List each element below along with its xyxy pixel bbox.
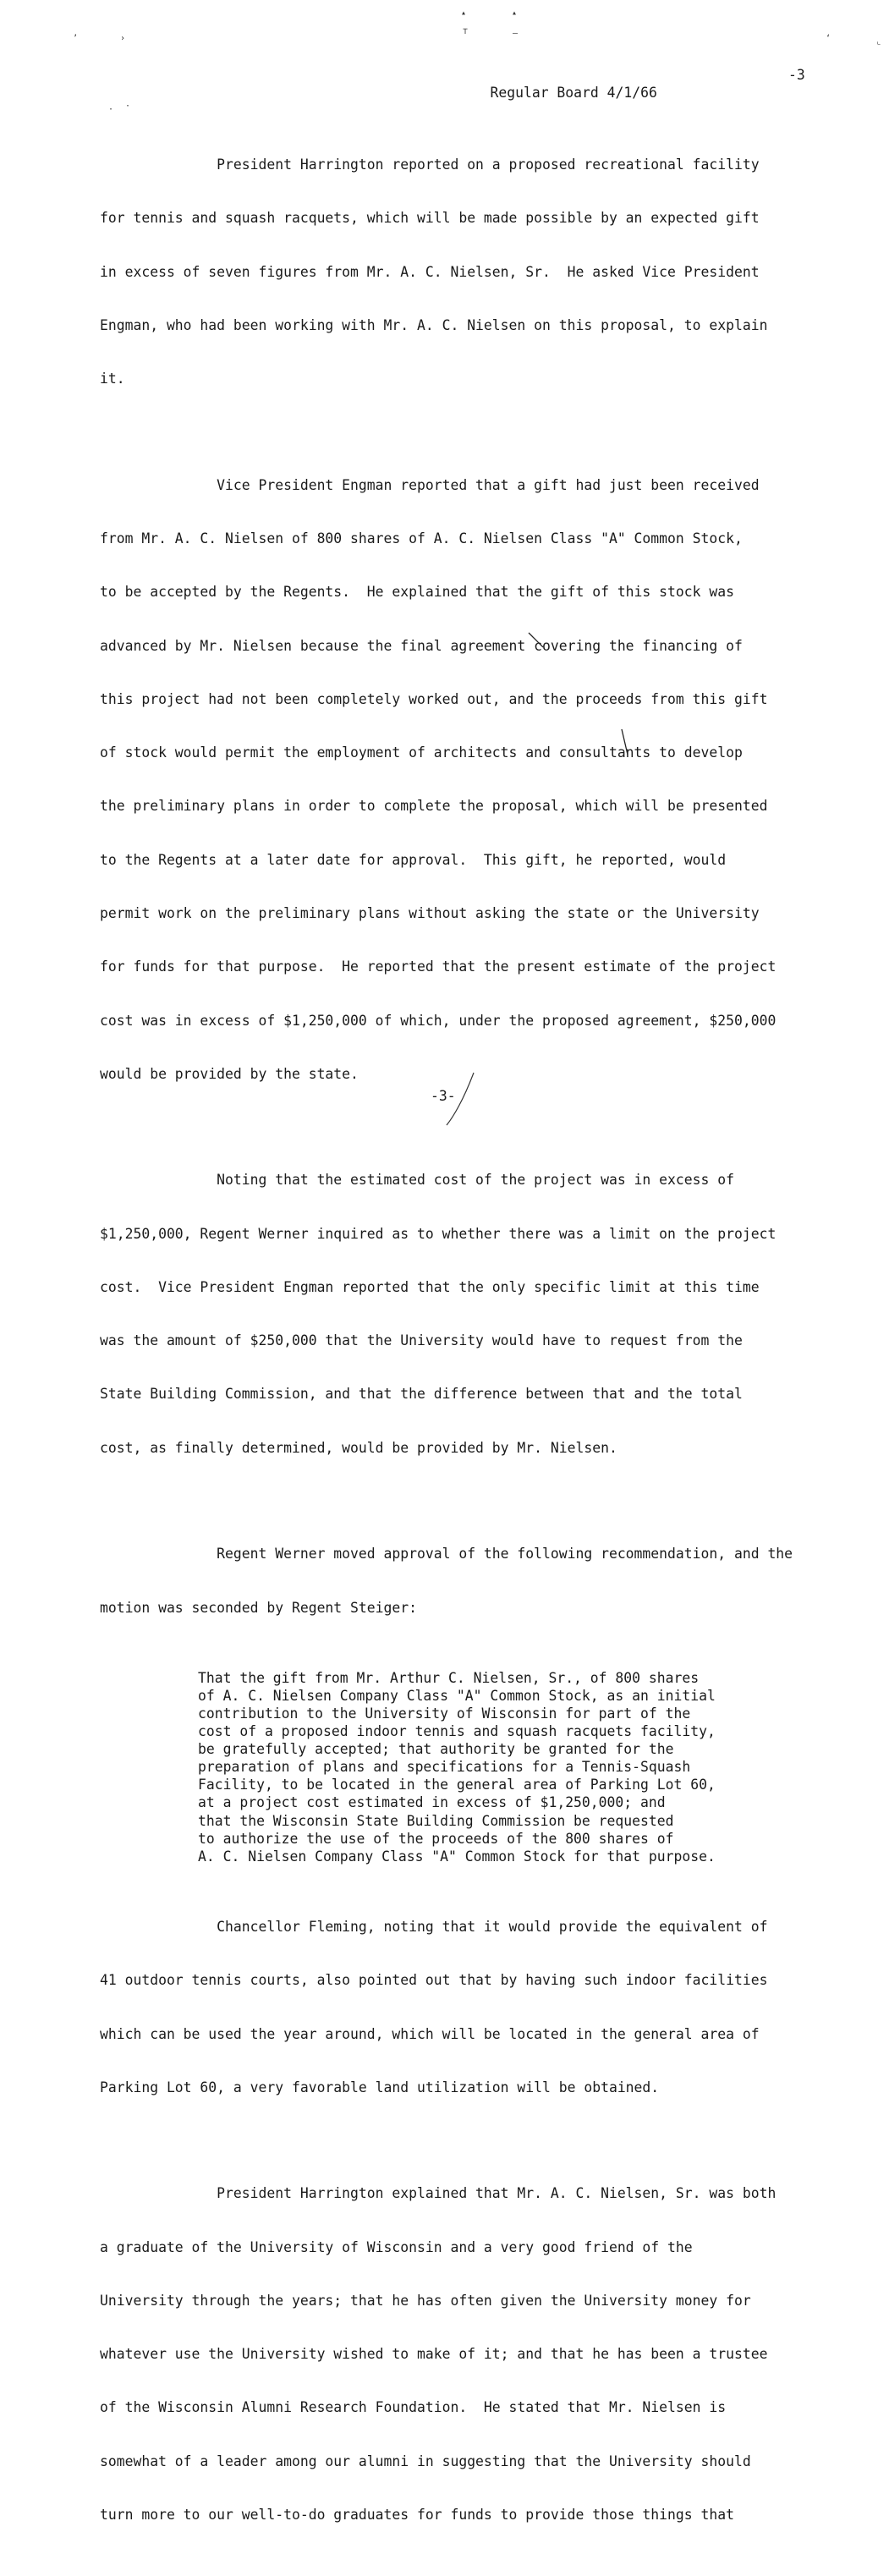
paragraph-cost-limit — [100, 1135, 844, 1492]
scan-speck: · — [125, 102, 131, 111]
text-line: motion was seconded by Regent Steiger: — [100, 1599, 417, 1616]
text-line: preparation of plans and specifications for a Tennis-Squash — [198, 1759, 691, 1776]
text-line: Parking Lot 60, a very favorable land utilization will be obtained. — [100, 2079, 660, 2095]
scan-speck: · — [108, 105, 114, 114]
text-line: in excess of seven figures from Mr. A. C. Nielsen, Sr. He asked Vice President — [100, 263, 760, 280]
text-line: from Mr. A. C. Nielsen of 800 shares of A. C. Nielsen Class "A" Common Stock, — [100, 530, 743, 547]
scan-speck: ’ — [73, 34, 79, 43]
text-line: A. C. Nielsen Company Class "A" Common Stock for that purpose. — [198, 1848, 716, 1865]
scan-speck: ‘ — [826, 34, 831, 43]
text-line: $1,250,000, Regent Werner inquired as to whether there was a limit on the project — [100, 1225, 777, 1242]
text-line: Facility, to be located in the general area of Parking Lot 60, — [198, 1777, 716, 1793]
header-title: Regular Board 4/1/66 — [490, 85, 657, 101]
text-line: cost of a proposed indoor tennis and squash racquets facility, — [198, 1723, 716, 1740]
text-line: President Harrington reported on a proposed recreational facility — [100, 157, 760, 173]
text-line: that the Wisconsin State Building Commission be requested — [198, 1812, 674, 1829]
text-line: for funds for that purpose. He reported that the present estimate of the project — [100, 958, 777, 975]
paragraph-harrington-nielsen — [100, 2149, 844, 2559]
pen-stroke-mark — [0, 0, 889, 1167]
text-line: of A. C. Nielsen Company Class "A" Common Stock, as an initial — [198, 1687, 716, 1704]
scan-speck: – — [513, 29, 519, 38]
text-line: of stock would permit the employment of architects and consultants to develop — [100, 744, 743, 761]
text-line: That the gift from Mr. Arthur C. Nielsen, Sr., of 800 shares — [198, 1669, 700, 1686]
text-line: cost was in excess of $1,250,000 of which, under the proposed agreement, $250,000 — [100, 1012, 777, 1029]
paragraph-chancellor — [100, 1882, 844, 2132]
text-line: to be accepted by the Regents. He explained that the gift of this stock was — [100, 584, 734, 601]
resolution-block — [198, 1669, 844, 1865]
text-line: contribution to the University of Wisconsin for part of the — [198, 1705, 691, 1722]
scan-speck: ⌞ — [876, 37, 882, 47]
text-line: Noting that the estimated cost of the project was in excess of — [100, 1172, 734, 1189]
text-line: whatever use the University wished to make of it; and that he has been a trustee — [100, 2346, 768, 2363]
text-line: at a project cost estimated in excess of $1,250,000; and — [198, 1794, 666, 1811]
text-line: this project had not been completely worked out, and the proceeds from this gift — [100, 690, 768, 707]
text-line: cost, as finally determined, would be provided by Mr. Nielsen. — [100, 1439, 617, 1456]
text-line: be gratefully accepted; that authority be granted for the — [198, 1741, 674, 1758]
scan-speck: ▴ — [512, 8, 518, 18]
text-line: Vice President Engman reported that a gift had just been received — [100, 476, 760, 493]
page-footer-number: -3- — [431, 1088, 456, 1104]
text-line: Engman, who had been working with Mr. A. C. Nielsen on this proposal, to explain — [100, 317, 768, 334]
text-line: cost. Vice President Engman reported that the only specific limit at this time — [100, 1278, 760, 1295]
text-line: somewhat of a leader among our alumni in suggesting that the University should — [100, 2452, 751, 2469]
text-line: to the Regents at a later date for approval. This gift, he reported, would — [100, 851, 727, 868]
text-line: President Harrington explained that Mr. A. C. Nielsen, Sr. was both — [100, 2185, 777, 2202]
text-line: was the amount of $250,000 that the University would have to request from the — [100, 1332, 743, 1349]
text-line: would be provided by the state. — [100, 1065, 359, 1082]
text-line: Chancellor Fleming, noting that it would provide the equivalent of — [100, 1919, 768, 1935]
text-line: the preliminary plans in order to complete the proposal, which will be presented — [100, 798, 768, 815]
text-line: 41 outdoor tennis courts, also pointed out that by having such indoor facilities — [100, 1972, 768, 1989]
scan-speck: › — [120, 34, 126, 43]
text-line: University through the years; that he has often given the University money for — [100, 2292, 751, 2309]
text-line: State Building Commission, and that the difference between that and the total — [100, 1386, 743, 1403]
text-line: turn more to our well-to-do graduates for funds to provide those things that — [100, 2507, 734, 2523]
header-page-number: -3 — [788, 67, 805, 83]
scan-speck: ⊤ — [463, 27, 469, 36]
text-line: for tennis and squash racquets, which will be made possible by an expected gift — [100, 210, 760, 227]
text-line: permit work on the preliminary plans without asking the state or the University — [100, 905, 760, 922]
text-line: to authorize the use of the proceeds of the 800 shares of — [198, 1830, 674, 1847]
paragraph-motion — [100, 1509, 844, 1652]
scan-speck: ▴ — [461, 8, 467, 18]
text-line: advanced by Mr. Nielsen because the final agreement covering the financing of — [100, 637, 743, 654]
text-line: Regent Werner moved approval of the following recommendation, and the — [100, 1546, 793, 1563]
text-line: of the Wisconsin Alumni Research Foundation. He stated that Mr. Nielsen is — [100, 2399, 727, 2416]
text-line: a graduate of the University of Wisconsin and a very good friend of the — [100, 2238, 693, 2255]
text-line: which can be used the year around, which will be located in the general area of — [100, 2025, 760, 2042]
text-line: it. — [100, 371, 125, 387]
